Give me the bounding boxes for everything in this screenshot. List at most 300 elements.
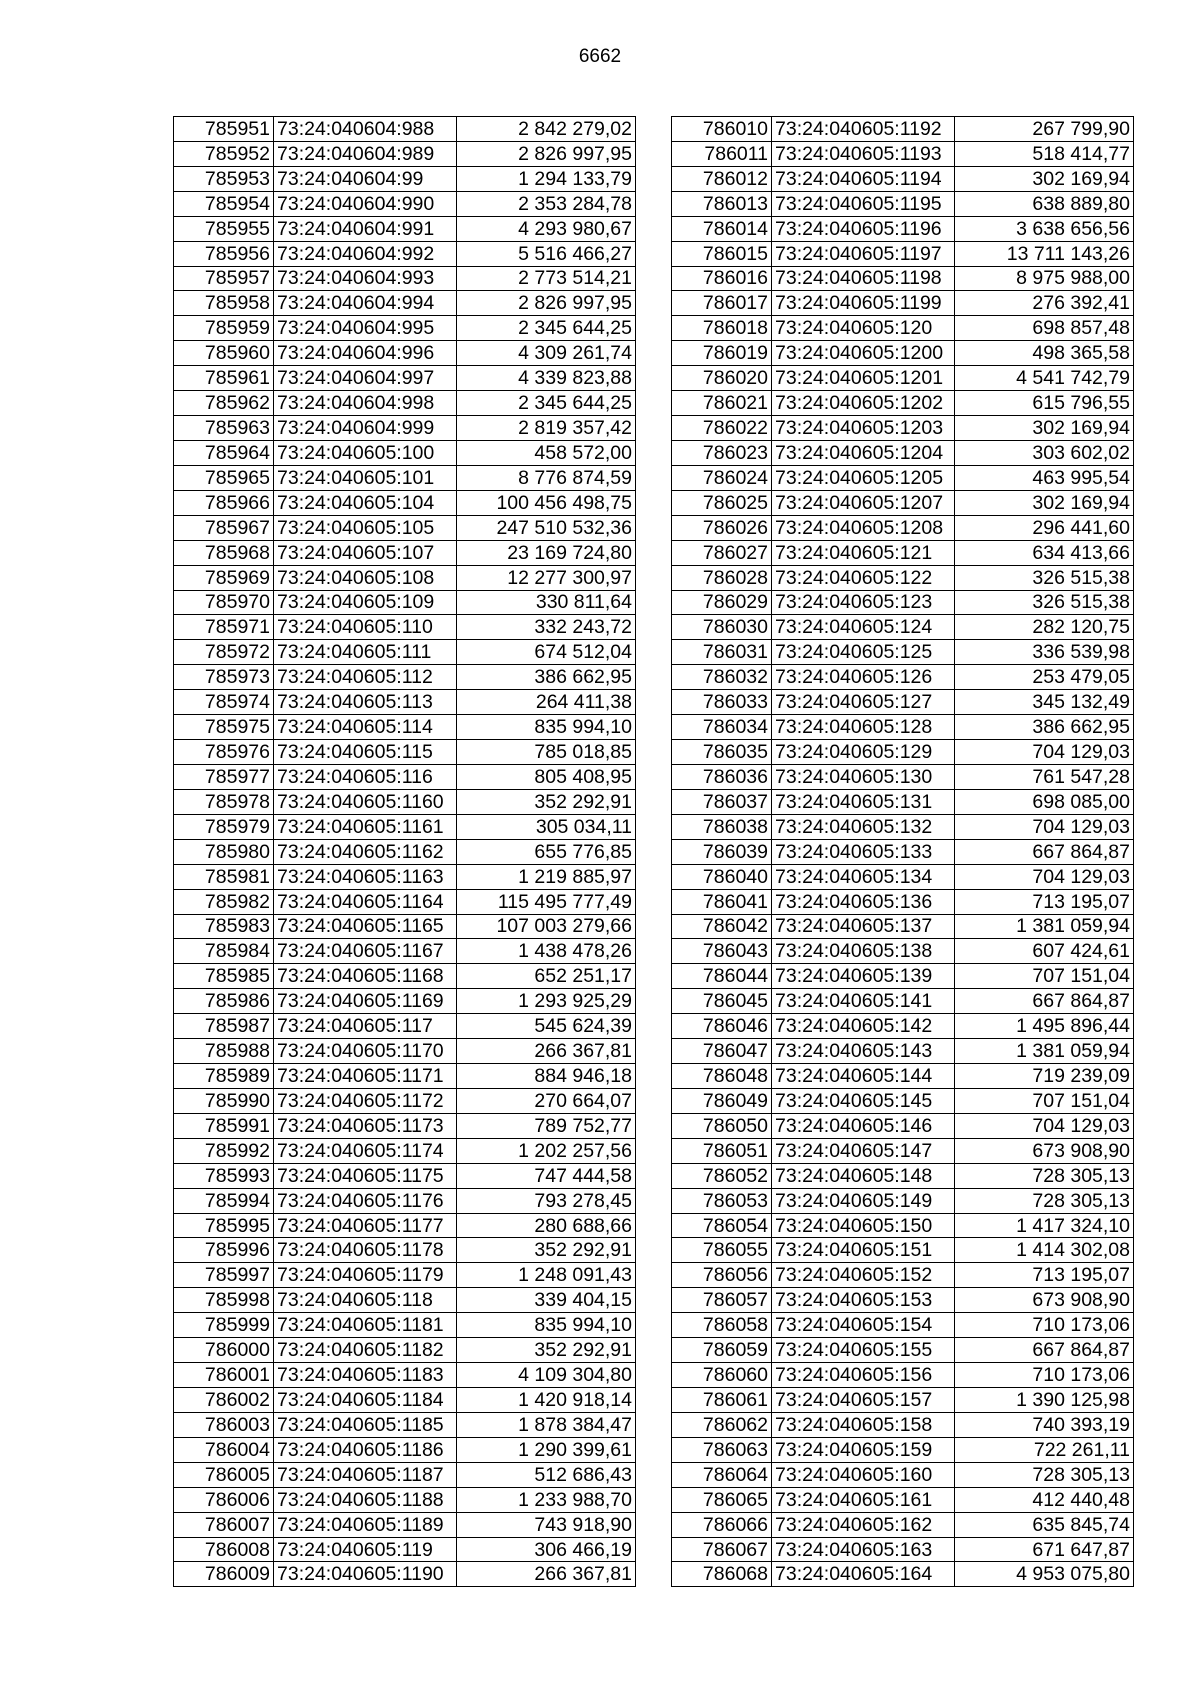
table-row <box>174 1537 636 1562</box>
cadastral-number: 73:24:040605:158 <box>772 1412 955 1437</box>
table-row <box>672 1437 1134 1462</box>
row-number: 785980 <box>174 839 274 864</box>
cadastral-value: 13 711 143,26 <box>955 241 1134 266</box>
cadastral-value: 1 248 091,43 <box>457 1263 636 1288</box>
table-row <box>174 839 636 864</box>
row-number: 785960 <box>174 341 274 366</box>
table-row <box>174 864 636 889</box>
cadastral-number: 73:24:040605:145 <box>772 1088 955 1113</box>
row-number: 785972 <box>174 640 274 665</box>
row-number: 786020 <box>672 366 772 391</box>
table-row <box>672 341 1134 366</box>
cadastral-number: 73:24:040605:119 <box>274 1537 457 1562</box>
table-row <box>672 1537 1134 1562</box>
table-row <box>174 789 636 814</box>
cadastral-number: 73:24:040605:154 <box>772 1313 955 1338</box>
cadastral-value: 326 515,38 <box>955 590 1134 615</box>
cadastral-value: 1 390 125,98 <box>955 1388 1134 1413</box>
table-row <box>174 764 636 789</box>
table-row <box>672 540 1134 565</box>
row-number: 785992 <box>174 1138 274 1163</box>
cadastral-number: 73:24:040605:1184 <box>274 1388 457 1413</box>
cadastral-number: 73:24:040605:113 <box>274 690 457 715</box>
cadastral-value: 545 624,39 <box>457 1014 636 1039</box>
table-row <box>174 740 636 765</box>
row-number: 785963 <box>174 416 274 441</box>
row-number: 786043 <box>672 939 772 964</box>
row-number: 785998 <box>174 1288 274 1313</box>
cadastral-number: 73:24:040605:1163 <box>274 864 457 889</box>
table-row <box>174 565 636 590</box>
cadastral-number: 73:24:040605:138 <box>772 939 955 964</box>
cadastral-number: 73:24:040605:1199 <box>772 291 955 316</box>
cadastral-value: 761 547,28 <box>955 764 1134 789</box>
table-row <box>672 241 1134 266</box>
row-number: 786062 <box>672 1412 772 1437</box>
cadastral-value: 266 367,81 <box>457 1562 636 1587</box>
cadastral-value: 615 796,55 <box>955 391 1134 416</box>
table-row <box>672 1213 1134 1238</box>
cadastral-value: 305 034,11 <box>457 814 636 839</box>
cadastral-number: 73:24:040605:142 <box>772 1014 955 1039</box>
cadastral-number: 73:24:040605:156 <box>772 1363 955 1388</box>
row-number: 786061 <box>672 1388 772 1413</box>
cadastral-number: 73:24:040605:1205 <box>772 465 955 490</box>
row-number: 786067 <box>672 1537 772 1562</box>
cadastral-value: 671 647,87 <box>955 1537 1134 1562</box>
cadastral-number: 73:24:040605:1175 <box>274 1163 457 1188</box>
cadastral-value: 634 413,66 <box>955 540 1134 565</box>
cadastral-number: 73:24:040605:152 <box>772 1263 955 1288</box>
cadastral-number: 73:24:040605:115 <box>274 740 457 765</box>
cadastral-number: 73:24:040605:1190 <box>274 1562 457 1587</box>
row-number: 785971 <box>174 615 274 640</box>
cadastral-value: 707 151,04 <box>955 1088 1134 1113</box>
cadastral-number: 73:24:040605:112 <box>274 665 457 690</box>
table-row <box>174 1313 636 1338</box>
cadastral-number: 73:24:040605:1207 <box>772 490 955 515</box>
cadastral-number: 73:24:040605:150 <box>772 1213 955 1238</box>
cadastral-value: 518 414,77 <box>955 141 1134 166</box>
cadastral-value: 638 889,80 <box>955 191 1134 216</box>
cadastral-number: 73:24:040605:1194 <box>772 166 955 191</box>
cadastral-value: 386 662,95 <box>955 715 1134 740</box>
cadastral-number: 73:24:040605:111 <box>274 640 457 665</box>
table-row <box>174 1113 636 1138</box>
cadastral-number: 73:24:040605:1168 <box>274 964 457 989</box>
cadastral-value: 330 811,64 <box>457 590 636 615</box>
table-row <box>174 1462 636 1487</box>
row-number: 786063 <box>672 1437 772 1462</box>
cadastral-value: 785 018,85 <box>457 740 636 765</box>
cadastral-value: 352 292,91 <box>457 1338 636 1363</box>
cadastral-value: 352 292,91 <box>457 789 636 814</box>
cadastral-value: 2 826 997,95 <box>457 141 636 166</box>
table-row <box>174 1088 636 1113</box>
cadastral-number: 73:24:040605:1169 <box>274 989 457 1014</box>
cadastral-number: 73:24:040605:151 <box>772 1238 955 1263</box>
cadastral-value: 4 309 261,74 <box>457 341 636 366</box>
cadastral-number: 73:24:040605:100 <box>274 440 457 465</box>
cadastral-number: 73:24:040605:131 <box>772 789 955 814</box>
row-number: 786041 <box>672 889 772 914</box>
table-row <box>672 640 1134 665</box>
cadastral-number: 73:24:040605:153 <box>772 1288 955 1313</box>
cadastral-number: 73:24:040605:109 <box>274 590 457 615</box>
cadastral-number: 73:24:040604:994 <box>274 291 457 316</box>
cadastral-number: 73:24:040605:1208 <box>772 515 955 540</box>
cadastral-number: 73:24:040605:117 <box>274 1014 457 1039</box>
table-row <box>174 889 636 914</box>
row-number: 786044 <box>672 964 772 989</box>
table-row <box>672 1163 1134 1188</box>
cadastral-number: 73:24:040605:1203 <box>772 416 955 441</box>
row-number: 786035 <box>672 740 772 765</box>
row-number: 785954 <box>174 191 274 216</box>
table-row <box>672 715 1134 740</box>
cadastral-number: 73:24:040605:1164 <box>274 889 457 914</box>
cadastral-value: 4 541 742,79 <box>955 366 1134 391</box>
table-row <box>174 1238 636 1263</box>
table-row <box>174 366 636 391</box>
table-row <box>174 1064 636 1089</box>
cadastral-number: 73:24:040605:130 <box>772 764 955 789</box>
table-row <box>174 540 636 565</box>
table-row <box>672 1338 1134 1363</box>
cadastral-number: 73:24:040605:149 <box>772 1188 955 1213</box>
table-row <box>174 690 636 715</box>
table-row <box>672 1088 1134 1113</box>
cadastral-value: 728 305,13 <box>955 1462 1134 1487</box>
row-number: 785970 <box>174 590 274 615</box>
row-number: 786011 <box>672 141 772 166</box>
table-row <box>672 440 1134 465</box>
cadastral-number: 73:24:040605:148 <box>772 1163 955 1188</box>
row-number: 785993 <box>174 1163 274 1188</box>
row-number: 786054 <box>672 1213 772 1238</box>
cadastral-value: 698 085,00 <box>955 789 1134 814</box>
cadastral-value: 728 305,13 <box>955 1188 1134 1213</box>
table-row <box>672 366 1134 391</box>
row-number: 786034 <box>672 715 772 740</box>
table-row <box>672 665 1134 690</box>
cadastral-value: 5 516 466,27 <box>457 241 636 266</box>
cadastral-value: 302 169,94 <box>955 490 1134 515</box>
row-number: 785991 <box>174 1113 274 1138</box>
cadastral-number: 73:24:040605:1171 <box>274 1064 457 1089</box>
row-number: 786047 <box>672 1039 772 1064</box>
cadastral-value: 266 367,81 <box>457 1039 636 1064</box>
cadastral-number: 73:24:040605:1165 <box>274 914 457 939</box>
row-number: 785999 <box>174 1313 274 1338</box>
cadastral-value: 1 417 324,10 <box>955 1213 1134 1238</box>
row-number: 786003 <box>174 1412 274 1437</box>
cadastral-number: 73:24:040605:1187 <box>274 1462 457 1487</box>
table-row <box>672 216 1134 241</box>
cadastral-value: 719 239,09 <box>955 1064 1134 1089</box>
cadastral-value: 1 219 885,97 <box>457 864 636 889</box>
row-number: 786026 <box>672 515 772 540</box>
cadastral-number: 73:24:040605:159 <box>772 1437 955 1462</box>
cadastral-number: 73:24:040605:1162 <box>274 839 457 864</box>
table-row <box>672 1462 1134 1487</box>
cadastral-number: 73:24:040605:160 <box>772 1462 955 1487</box>
row-number: 786038 <box>672 814 772 839</box>
row-number: 786019 <box>672 341 772 366</box>
row-number: 786031 <box>672 640 772 665</box>
row-number: 786004 <box>174 1437 274 1462</box>
cadastral-value: 740 393,19 <box>955 1412 1134 1437</box>
cadastral-value: 4 293 980,67 <box>457 216 636 241</box>
cadastral-number: 73:24:040605:1193 <box>772 141 955 166</box>
row-number: 785974 <box>174 690 274 715</box>
row-number: 786008 <box>174 1537 274 1562</box>
row-number: 786025 <box>672 490 772 515</box>
cadastral-number: 73:24:040605:144 <box>772 1064 955 1089</box>
row-number: 785994 <box>174 1188 274 1213</box>
cadastral-value: 412 440,48 <box>955 1487 1134 1512</box>
table-row <box>174 166 636 191</box>
cadastral-value: 1 495 896,44 <box>955 1014 1134 1039</box>
table-row <box>174 1163 636 1188</box>
cadastral-number: 73:24:040605:157 <box>772 1388 955 1413</box>
cadastral-number: 73:24:040605:118 <box>274 1288 457 1313</box>
cadastral-number: 73:24:040605:1174 <box>274 1138 457 1163</box>
row-number: 786029 <box>672 590 772 615</box>
cadastral-number: 73:24:040605:114 <box>274 715 457 740</box>
cadastral-number: 73:24:040605:132 <box>772 814 955 839</box>
row-number: 786057 <box>672 1288 772 1313</box>
row-number: 786013 <box>672 191 772 216</box>
cadastral-number: 73:24:040605:107 <box>274 540 457 565</box>
cadastral-number: 73:24:040605:116 <box>274 764 457 789</box>
row-number: 786007 <box>174 1512 274 1537</box>
table-row <box>174 191 636 216</box>
table-row <box>672 864 1134 889</box>
cadastral-value: 303 602,02 <box>955 440 1134 465</box>
row-number: 785955 <box>174 216 274 241</box>
table-row <box>672 515 1134 540</box>
cadastral-number: 73:24:040605:134 <box>772 864 955 889</box>
cadastral-number: 73:24:040605:1178 <box>274 1238 457 1263</box>
cadastral-value: 2 345 644,25 <box>457 391 636 416</box>
cadastral-number: 73:24:040605:124 <box>772 615 955 640</box>
cadastral-value: 1 878 384,47 <box>457 1412 636 1437</box>
cadastral-value: 336 539,98 <box>955 640 1134 665</box>
table-row <box>672 1363 1134 1388</box>
cadastral-value: 4 339 823,88 <box>457 366 636 391</box>
row-number: 786033 <box>672 690 772 715</box>
cadastral-value: 713 195,07 <box>955 1263 1134 1288</box>
table-row <box>174 1562 636 1587</box>
table-row <box>672 889 1134 914</box>
cadastral-number: 73:24:040605:126 <box>772 665 955 690</box>
table-row <box>672 1388 1134 1413</box>
row-number: 785961 <box>174 366 274 391</box>
cadastral-number: 73:24:040605:155 <box>772 1338 955 1363</box>
row-number: 786039 <box>672 839 772 864</box>
row-number: 785964 <box>174 440 274 465</box>
cadastral-number: 73:24:040605:123 <box>772 590 955 615</box>
cadastral-value: 793 278,45 <box>457 1188 636 1213</box>
cadastral-number: 73:24:040605:1182 <box>274 1338 457 1363</box>
cadastral-number: 73:24:040605:128 <box>772 715 955 740</box>
row-number: 785997 <box>174 1263 274 1288</box>
cadastral-number: 73:24:040604:991 <box>274 216 457 241</box>
cadastral-value: 100 456 498,75 <box>457 490 636 515</box>
table-row <box>672 465 1134 490</box>
cadastral-number: 73:24:040604:992 <box>274 241 457 266</box>
cadastral-value: 276 392,41 <box>955 291 1134 316</box>
cadastral-value: 296 441,60 <box>955 515 1134 540</box>
table-row <box>174 1188 636 1213</box>
cadastral-value: 667 864,87 <box>955 989 1134 1014</box>
table-row <box>672 1313 1134 1338</box>
cadastral-value: 1 293 925,29 <box>457 989 636 1014</box>
cadastral-number: 73:24:040605:1198 <box>772 266 955 291</box>
cadastral-number: 73:24:040604:997 <box>274 366 457 391</box>
cadastral-value: 1 381 059,94 <box>955 914 1134 939</box>
row-number: 786036 <box>672 764 772 789</box>
table-row <box>174 416 636 441</box>
cadastral-number: 73:24:040605:1161 <box>274 814 457 839</box>
cadastral-value: 4 953 075,80 <box>955 1562 1134 1587</box>
cadastral-value: 498 365,58 <box>955 341 1134 366</box>
cadastral-value: 458 572,00 <box>457 440 636 465</box>
cadastral-number: 73:24:040605:1170 <box>274 1039 457 1064</box>
table-row <box>174 665 636 690</box>
table-row <box>672 789 1134 814</box>
cadastral-value: 698 857,48 <box>955 316 1134 341</box>
cadastral-value: 835 994,10 <box>457 1313 636 1338</box>
cadastral-value: 115 495 777,49 <box>457 889 636 914</box>
cadastral-number: 73:24:040605:1167 <box>274 939 457 964</box>
table-row <box>174 316 636 341</box>
cadastral-number: 73:24:040605:147 <box>772 1138 955 1163</box>
cadastral-value: 747 444,58 <box>457 1163 636 1188</box>
table-row <box>672 316 1134 341</box>
table-row <box>174 1363 636 1388</box>
row-number: 786045 <box>672 989 772 1014</box>
row-number: 786049 <box>672 1088 772 1113</box>
cadastral-number: 73:24:040605:1189 <box>274 1512 457 1537</box>
row-number: 786002 <box>174 1388 274 1413</box>
cadastral-number: 73:24:040605:162 <box>772 1512 955 1537</box>
cadastral-number: 73:24:040605:127 <box>772 690 955 715</box>
table-row <box>174 989 636 1014</box>
cadastral-value: 835 994,10 <box>457 715 636 740</box>
table-row <box>174 490 636 515</box>
cadastral-value: 1 381 059,94 <box>955 1039 1134 1064</box>
table-row <box>672 1412 1134 1437</box>
cadastral-value: 673 908,90 <box>955 1138 1134 1163</box>
row-number: 786052 <box>672 1163 772 1188</box>
row-number: 785996 <box>174 1238 274 1263</box>
cadastral-number: 73:24:040605:164 <box>772 1562 955 1587</box>
cadastral-value: 674 512,04 <box>457 640 636 665</box>
cadastral-number: 73:24:040605:139 <box>772 964 955 989</box>
cadastral-number: 73:24:040605:161 <box>772 1487 955 1512</box>
cadastral-value: 635 845,74 <box>955 1512 1134 1537</box>
row-number: 785988 <box>174 1039 274 1064</box>
cadastral-number: 73:24:040605:108 <box>274 565 457 590</box>
row-number: 785977 <box>174 764 274 789</box>
row-number: 785975 <box>174 715 274 740</box>
row-number: 786016 <box>672 266 772 291</box>
cadastral-value: 2 773 514,21 <box>457 266 636 291</box>
cadastral-number: 73:24:040605:129 <box>772 740 955 765</box>
row-number: 786068 <box>672 1562 772 1587</box>
cadastral-number: 73:24:040605:141 <box>772 989 955 1014</box>
cadastral-value: 704 129,03 <box>955 1113 1134 1138</box>
row-number: 786001 <box>174 1363 274 1388</box>
row-number: 786040 <box>672 864 772 889</box>
table-row <box>672 1113 1134 1138</box>
cadastral-number: 73:24:040604:998 <box>274 391 457 416</box>
cadastral-value: 386 662,95 <box>457 665 636 690</box>
table-row <box>672 1487 1134 1512</box>
cadastral-value: 704 129,03 <box>955 864 1134 889</box>
cadastral-number: 73:24:040605:1176 <box>274 1188 457 1213</box>
cadastral-value: 282 120,75 <box>955 615 1134 640</box>
cadastral-number: 73:24:040605:1160 <box>274 789 457 814</box>
table-row <box>672 964 1134 989</box>
row-number: 786024 <box>672 465 772 490</box>
table-row <box>174 590 636 615</box>
table-row <box>672 939 1134 964</box>
cadastral-value: 667 864,87 <box>955 839 1134 864</box>
page-number: 6662 <box>578 46 622 67</box>
row-number: 785985 <box>174 964 274 989</box>
cadastral-number: 73:24:040605:136 <box>772 889 955 914</box>
table-row <box>174 440 636 465</box>
table-row <box>174 1014 636 1039</box>
cadastral-value: 743 918,90 <box>457 1512 636 1537</box>
table-row <box>672 764 1134 789</box>
cadastral-number: 73:24:040605:1204 <box>772 440 955 465</box>
row-number: 786051 <box>672 1138 772 1163</box>
row-number: 786030 <box>672 615 772 640</box>
row-number: 785951 <box>174 117 274 142</box>
table-row <box>174 964 636 989</box>
cadastral-number: 73:24:040604:995 <box>274 316 457 341</box>
table-row <box>174 640 636 665</box>
table-row <box>174 715 636 740</box>
cadastral-value: 339 404,15 <box>457 1288 636 1313</box>
row-number: 785983 <box>174 914 274 939</box>
cadastral-value: 4 109 304,80 <box>457 1363 636 1388</box>
cadastral-number: 73:24:040605:1196 <box>772 216 955 241</box>
cadastral-value: 2 353 284,78 <box>457 191 636 216</box>
row-number: 785978 <box>174 789 274 814</box>
row-number: 786032 <box>672 665 772 690</box>
row-number: 785976 <box>174 740 274 765</box>
row-number: 785959 <box>174 316 274 341</box>
table-row <box>174 1487 636 1512</box>
row-number: 785968 <box>174 540 274 565</box>
cadastral-number: 73:24:040605:133 <box>772 839 955 864</box>
table-row <box>672 740 1134 765</box>
table-row <box>672 1238 1134 1263</box>
cadastral-value: 1 438 478,26 <box>457 939 636 964</box>
row-number: 785987 <box>174 1014 274 1039</box>
row-number: 786015 <box>672 241 772 266</box>
table-row <box>672 166 1134 191</box>
row-number: 785995 <box>174 1213 274 1238</box>
cadastral-number: 73:24:040605:101 <box>274 465 457 490</box>
table-row <box>672 266 1134 291</box>
table-row <box>672 1188 1134 1213</box>
